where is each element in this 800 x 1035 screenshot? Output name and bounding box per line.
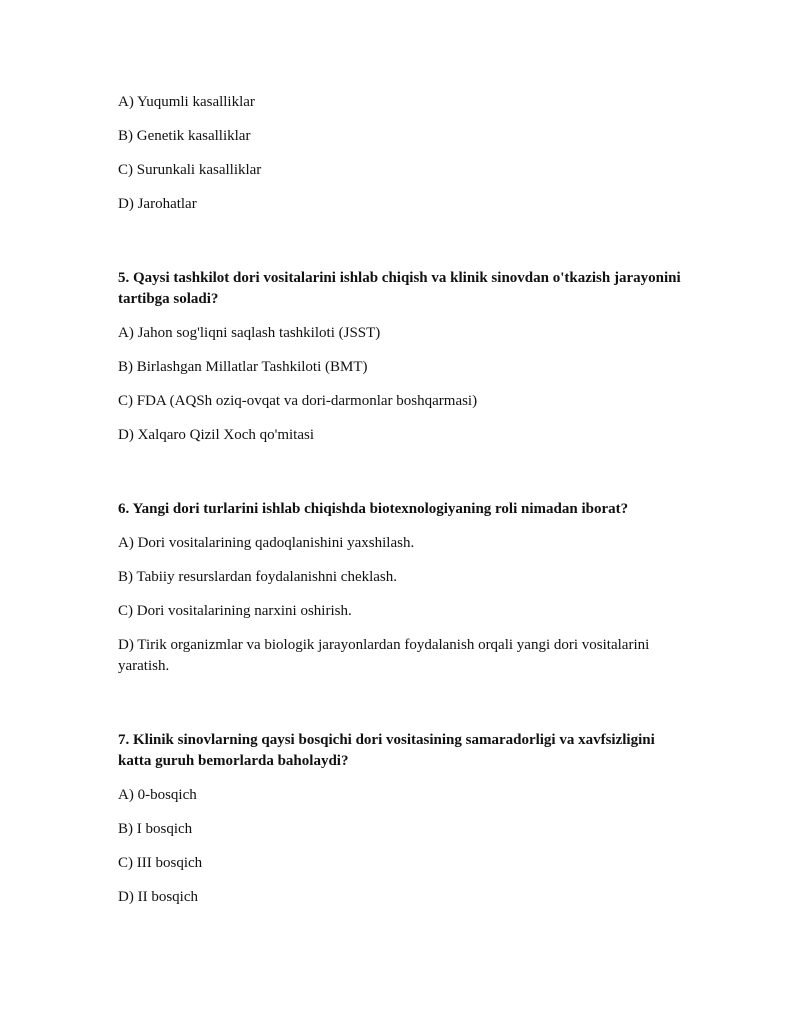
- answer-option: C) FDA (AQSh oziq-ovqat va dori-darmonlar boshqarmasi): [118, 393, 478, 409]
- answer-option: B) Birlashgan Millatlar Tashkiloti (BMT): [118, 359, 368, 375]
- answer-option: A) 0-bosqich: [118, 787, 197, 803]
- answer-option: B) I bosqich: [118, 821, 193, 837]
- answer-option: D) Xalqaro Qizil Xoch qo'mitasi: [118, 427, 314, 443]
- answer-option: D) Jarohatlar: [118, 196, 197, 212]
- answer-option: B) Genetik kasalliklar: [118, 128, 251, 144]
- question-block: [118, 268, 688, 446]
- question-block: [118, 92, 688, 215]
- document-page: [118, 92, 688, 921]
- question-text: 7. Klinik sinovlarning qaysi bosqichi dori vositasining samaradorligi va xavfsizligini katta guruh bemorlarda baholaydi?: [118, 732, 655, 769]
- answer-option: D) II bosqich: [118, 889, 198, 905]
- answer-option: B) Tabiiy resurslardan foydalanishni cheklash.: [118, 569, 398, 585]
- answer-option: C) Dori vositalarining narxini oshirish.: [118, 603, 352, 619]
- answer-option: A) Yuqumli kasalliklar: [118, 94, 255, 110]
- question-text: 5. Qaysi tashkilot dori vositalarini ishlab chiqish va klinik sinovdan o'tkazish jarayonini tartibga soladi?: [118, 270, 681, 307]
- question-block: [118, 730, 688, 908]
- answer-option: C) Surunkali kasalliklar: [118, 162, 262, 178]
- question-text: 6. Yangi dori turlarini ishlab chiqishda biotexnologiyaning roli nimadan iborat?: [118, 501, 629, 517]
- answer-option: D) Tirik organizmlar va biologik jarayonlardan foydalanish orqali yangi dori vositalarini yaratish.: [118, 637, 650, 674]
- answer-option: C) III bosqich: [118, 855, 203, 871]
- question-block: [118, 499, 688, 677]
- answer-option: A) Dori vositalarining qadoqlanishini yaxshilash.: [118, 535, 415, 551]
- answer-option: A) Jahon sog'liqni saqlash tashkiloti (JSST): [118, 325, 381, 341]
